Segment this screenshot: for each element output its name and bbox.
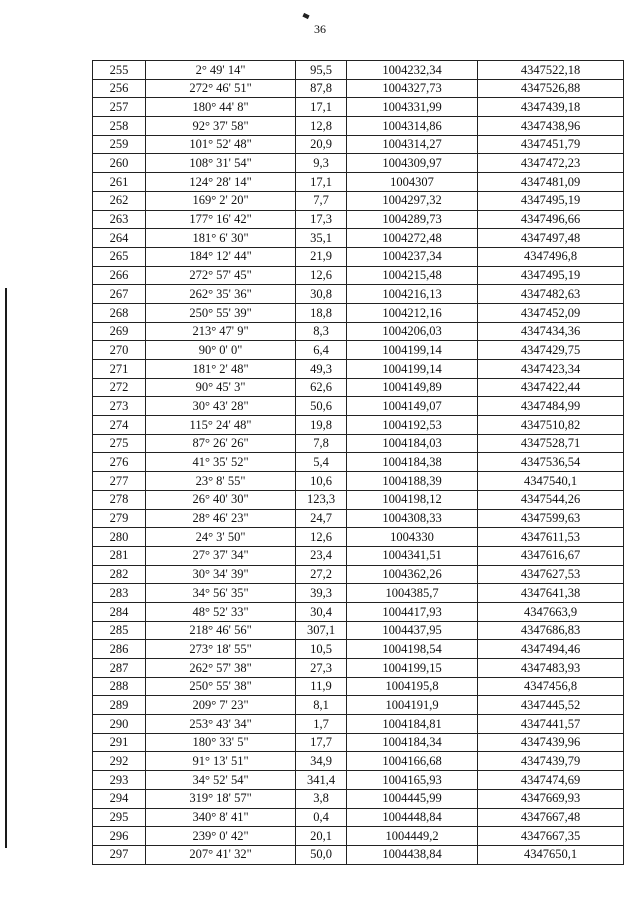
- length-cell: 62,6: [296, 378, 347, 397]
- point-number-cell: 295: [93, 808, 146, 827]
- table-row: [93, 117, 624, 136]
- y-coordinate-cell: 4347495,19: [478, 266, 624, 285]
- length-cell: 7,7: [296, 191, 347, 210]
- length-cell: 24,7: [296, 509, 347, 528]
- length-cell: 17,1: [296, 173, 347, 192]
- length-cell: 17,7: [296, 733, 347, 752]
- angle-cell: 108° 31' 54": [146, 154, 296, 173]
- point-number-cell: 269: [93, 322, 146, 341]
- x-coordinate-cell: 1004385,7: [347, 584, 478, 603]
- length-cell: 10,5: [296, 640, 347, 659]
- y-coordinate-cell: 4347667,48: [478, 808, 624, 827]
- angle-cell: 272° 57' 45": [146, 266, 296, 285]
- point-number-cell: 260: [93, 154, 146, 173]
- angle-cell: 250° 55' 38": [146, 677, 296, 696]
- table-row: [93, 210, 624, 229]
- table-row: [93, 229, 624, 248]
- x-coordinate-cell: 1004199,14: [347, 341, 478, 360]
- point-number-cell: 281: [93, 546, 146, 565]
- length-cell: 30,8: [296, 285, 347, 304]
- table-row: [93, 378, 624, 397]
- angle-cell: 90° 45' 3": [146, 378, 296, 397]
- angle-cell: 250° 55' 39": [146, 303, 296, 322]
- angle-cell: 2° 49' 14": [146, 61, 296, 80]
- angle-cell: 90° 0' 0": [146, 341, 296, 360]
- angle-cell: 209° 7' 23": [146, 696, 296, 715]
- length-cell: 9,3: [296, 154, 347, 173]
- table-row: [93, 154, 624, 173]
- x-coordinate-cell: 1004327,73: [347, 79, 478, 98]
- table-row: [93, 752, 624, 771]
- y-coordinate-cell: 4347669,93: [478, 789, 624, 808]
- angle-cell: 30° 34' 39": [146, 565, 296, 584]
- angle-cell: 180° 33' 5": [146, 733, 296, 752]
- y-coordinate-cell: 4347663,9: [478, 602, 624, 621]
- angle-cell: 34° 52' 54": [146, 771, 296, 790]
- y-coordinate-cell: 4347484,99: [478, 397, 624, 416]
- table-row: [93, 285, 624, 304]
- length-cell: 12,8: [296, 117, 347, 136]
- x-coordinate-cell: 1004191,9: [347, 696, 478, 715]
- table-row: [93, 490, 624, 509]
- table-row: [93, 845, 624, 864]
- point-number-cell: 288: [93, 677, 146, 696]
- x-coordinate-cell: 1004307: [347, 173, 478, 192]
- x-coordinate-cell: 1004297,32: [347, 191, 478, 210]
- angle-cell: 91° 13' 51": [146, 752, 296, 771]
- x-coordinate-cell: 1004165,93: [347, 771, 478, 790]
- y-coordinate-cell: 4347422,44: [478, 378, 624, 397]
- x-coordinate-cell: 1004206,03: [347, 322, 478, 341]
- angle-cell: 181° 2' 48": [146, 360, 296, 379]
- point-number-cell: 265: [93, 247, 146, 266]
- table-row: [93, 191, 624, 210]
- x-coordinate-cell: 1004198,12: [347, 490, 478, 509]
- x-coordinate-cell: 1004192,53: [347, 416, 478, 435]
- x-coordinate-cell: 1004195,8: [347, 677, 478, 696]
- table-row: [93, 771, 624, 790]
- x-coordinate-cell: 1004212,16: [347, 303, 478, 322]
- x-coordinate-cell: 1004149,07: [347, 397, 478, 416]
- table-row: [93, 509, 624, 528]
- y-coordinate-cell: 4347481,09: [478, 173, 624, 192]
- y-coordinate-cell: 4347544,26: [478, 490, 624, 509]
- binding-edge-line: [5, 288, 7, 848]
- y-coordinate-cell: 4347439,96: [478, 733, 624, 752]
- angle-cell: 207° 41' 32": [146, 845, 296, 864]
- y-coordinate-cell: 4347496,8: [478, 247, 624, 266]
- x-coordinate-cell: 1004184,38: [347, 453, 478, 472]
- length-cell: 87,8: [296, 79, 347, 98]
- length-cell: 30,4: [296, 602, 347, 621]
- point-number-cell: 296: [93, 827, 146, 846]
- length-cell: 3,8: [296, 789, 347, 808]
- table-row: [93, 360, 624, 379]
- table-row: [93, 98, 624, 117]
- angle-cell: 115° 24' 48": [146, 416, 296, 435]
- x-coordinate-cell: 1004199,15: [347, 659, 478, 678]
- point-number-cell: 278: [93, 490, 146, 509]
- angle-cell: 181° 6' 30": [146, 229, 296, 248]
- x-coordinate-cell: 1004216,13: [347, 285, 478, 304]
- angle-cell: 169° 2' 20": [146, 191, 296, 210]
- point-number-cell: 259: [93, 135, 146, 154]
- y-coordinate-cell: 4347627,53: [478, 565, 624, 584]
- x-coordinate-cell: 1004166,68: [347, 752, 478, 771]
- table-row: [93, 621, 624, 640]
- y-coordinate-cell: 4347472,23: [478, 154, 624, 173]
- table-row: [93, 322, 624, 341]
- x-coordinate-cell: 1004184,03: [347, 434, 478, 453]
- point-number-cell: 297: [93, 845, 146, 864]
- table-row: [93, 173, 624, 192]
- table-row: [93, 640, 624, 659]
- angle-cell: 34° 56' 35": [146, 584, 296, 603]
- table-row: [93, 453, 624, 472]
- angle-cell: 253° 43' 34": [146, 715, 296, 734]
- y-coordinate-cell: 4347456,8: [478, 677, 624, 696]
- coordinates-table: [92, 60, 624, 865]
- point-number-cell: 262: [93, 191, 146, 210]
- table-row: [93, 341, 624, 360]
- length-cell: 18,8: [296, 303, 347, 322]
- x-coordinate-cell: 1004417,93: [347, 602, 478, 621]
- length-cell: 5,4: [296, 453, 347, 472]
- table-row: [93, 565, 624, 584]
- y-coordinate-cell: 4347496,66: [478, 210, 624, 229]
- angle-cell: 48° 52' 33": [146, 602, 296, 621]
- point-number-cell: 256: [93, 79, 146, 98]
- point-number-cell: 271: [93, 360, 146, 379]
- x-coordinate-cell: 1004199,14: [347, 360, 478, 379]
- angle-cell: 41° 35' 52": [146, 453, 296, 472]
- x-coordinate-cell: 1004341,51: [347, 546, 478, 565]
- angle-cell: 124° 28' 14": [146, 173, 296, 192]
- table-row: [93, 789, 624, 808]
- table-row: [93, 434, 624, 453]
- point-number-cell: 291: [93, 733, 146, 752]
- x-coordinate-cell: 1004289,73: [347, 210, 478, 229]
- length-cell: 34,9: [296, 752, 347, 771]
- length-cell: 20,9: [296, 135, 347, 154]
- coordinates-table-body: [93, 61, 624, 865]
- table-row: [93, 79, 624, 98]
- y-coordinate-cell: 4347611,53: [478, 528, 624, 547]
- length-cell: 11,9: [296, 677, 347, 696]
- length-cell: 17,3: [296, 210, 347, 229]
- point-number-cell: 292: [93, 752, 146, 771]
- y-coordinate-cell: 4347495,19: [478, 191, 624, 210]
- table-row: [93, 416, 624, 435]
- y-coordinate-cell: 4347667,35: [478, 827, 624, 846]
- table-row: [93, 677, 624, 696]
- point-number-cell: 261: [93, 173, 146, 192]
- point-number-cell: 290: [93, 715, 146, 734]
- angle-cell: 340° 8' 41": [146, 808, 296, 827]
- y-coordinate-cell: 4347438,96: [478, 117, 624, 136]
- x-coordinate-cell: 1004449,2: [347, 827, 478, 846]
- point-number-cell: 257: [93, 98, 146, 117]
- y-coordinate-cell: 4347474,69: [478, 771, 624, 790]
- length-cell: 0,4: [296, 808, 347, 827]
- length-cell: 307,1: [296, 621, 347, 640]
- angle-cell: 213° 47' 9": [146, 322, 296, 341]
- y-coordinate-cell: 4347482,63: [478, 285, 624, 304]
- table-row: [93, 303, 624, 322]
- table-row: [93, 528, 624, 547]
- x-coordinate-cell: 1004184,34: [347, 733, 478, 752]
- table-row: [93, 827, 624, 846]
- table-row: [93, 808, 624, 827]
- table-row: [93, 135, 624, 154]
- y-coordinate-cell: 4347650,1: [478, 845, 624, 864]
- y-coordinate-cell: 4347497,48: [478, 229, 624, 248]
- point-number-cell: 275: [93, 434, 146, 453]
- angle-cell: 23° 8' 55": [146, 472, 296, 491]
- y-coordinate-cell: 4347528,71: [478, 434, 624, 453]
- length-cell: 17,1: [296, 98, 347, 117]
- table-row: [93, 472, 624, 491]
- point-number-cell: 266: [93, 266, 146, 285]
- x-coordinate-cell: 1004330: [347, 528, 478, 547]
- x-coordinate-cell: 1004188,39: [347, 472, 478, 491]
- y-coordinate-cell: 4347423,34: [478, 360, 624, 379]
- angle-cell: 87° 26' 26": [146, 434, 296, 453]
- y-coordinate-cell: 4347510,82: [478, 416, 624, 435]
- point-number-cell: 294: [93, 789, 146, 808]
- length-cell: 23,4: [296, 546, 347, 565]
- length-cell: 8,1: [296, 696, 347, 715]
- angle-cell: 24° 3' 50": [146, 528, 296, 547]
- point-number-cell: 289: [93, 696, 146, 715]
- point-number-cell: 293: [93, 771, 146, 790]
- point-number-cell: 267: [93, 285, 146, 304]
- page-number: 36: [314, 22, 326, 36]
- table-row: [93, 733, 624, 752]
- length-cell: 21,9: [296, 247, 347, 266]
- length-cell: 341,4: [296, 771, 347, 790]
- x-coordinate-cell: 1004448,84: [347, 808, 478, 827]
- table-row: [93, 584, 624, 603]
- table-row: [93, 397, 624, 416]
- point-number-cell: 276: [93, 453, 146, 472]
- x-coordinate-cell: 1004215,48: [347, 266, 478, 285]
- table-row: [93, 659, 624, 678]
- x-coordinate-cell: 1004438,84: [347, 845, 478, 864]
- x-coordinate-cell: 1004314,86: [347, 117, 478, 136]
- length-cell: 6,4: [296, 341, 347, 360]
- angle-cell: 30° 43' 28": [146, 397, 296, 416]
- point-number-cell: 285: [93, 621, 146, 640]
- point-number-cell: 284: [93, 602, 146, 621]
- y-coordinate-cell: 4347522,18: [478, 61, 624, 80]
- length-cell: 10,6: [296, 472, 347, 491]
- angle-cell: 26° 40' 30": [146, 490, 296, 509]
- angle-cell: 28° 46' 23": [146, 509, 296, 528]
- y-coordinate-cell: 4347445,52: [478, 696, 624, 715]
- x-coordinate-cell: 1004237,34: [347, 247, 478, 266]
- angle-cell: 177° 16' 42": [146, 210, 296, 229]
- table-row: [93, 247, 624, 266]
- length-cell: 49,3: [296, 360, 347, 379]
- y-coordinate-cell: 4347526,88: [478, 79, 624, 98]
- y-coordinate-cell: 4347451,79: [478, 135, 624, 154]
- point-number-cell: 273: [93, 397, 146, 416]
- y-coordinate-cell: 4347441,57: [478, 715, 624, 734]
- table-row: [93, 602, 624, 621]
- y-coordinate-cell: 4347434,36: [478, 322, 624, 341]
- point-number-cell: 258: [93, 117, 146, 136]
- length-cell: 123,3: [296, 490, 347, 509]
- length-cell: 12,6: [296, 266, 347, 285]
- y-coordinate-cell: 4347599,63: [478, 509, 624, 528]
- table-row: [93, 696, 624, 715]
- point-number-cell: 274: [93, 416, 146, 435]
- x-coordinate-cell: 1004445,99: [347, 789, 478, 808]
- angle-cell: 218° 46' 56": [146, 621, 296, 640]
- angle-cell: 262° 57' 38": [146, 659, 296, 678]
- table-row: [93, 546, 624, 565]
- table-row: [93, 266, 624, 285]
- y-coordinate-cell: 4347439,79: [478, 752, 624, 771]
- table-row: [93, 715, 624, 734]
- y-coordinate-cell: 4347536,54: [478, 453, 624, 472]
- angle-cell: 262° 35' 36": [146, 285, 296, 304]
- point-number-cell: 264: [93, 229, 146, 248]
- length-cell: 1,7: [296, 715, 347, 734]
- x-coordinate-cell: 1004362,26: [347, 565, 478, 584]
- x-coordinate-cell: 1004149,89: [347, 378, 478, 397]
- angle-cell: 239° 0' 42": [146, 827, 296, 846]
- x-coordinate-cell: 1004331,99: [347, 98, 478, 117]
- angle-cell: 184° 12' 44": [146, 247, 296, 266]
- angle-cell: 27° 37' 34": [146, 546, 296, 565]
- y-coordinate-cell: 4347686,83: [478, 621, 624, 640]
- point-number-cell: 282: [93, 565, 146, 584]
- x-coordinate-cell: 1004309,97: [347, 154, 478, 173]
- x-coordinate-cell: 1004314,27: [347, 135, 478, 154]
- y-coordinate-cell: 4347494,46: [478, 640, 624, 659]
- point-number-cell: 287: [93, 659, 146, 678]
- angle-cell: 92° 37' 58": [146, 117, 296, 136]
- y-coordinate-cell: 4347483,93: [478, 659, 624, 678]
- point-number-cell: 263: [93, 210, 146, 229]
- point-number-cell: 268: [93, 303, 146, 322]
- length-cell: 27,3: [296, 659, 347, 678]
- y-coordinate-cell: 4347452,09: [478, 303, 624, 322]
- angle-cell: 319° 18' 57": [146, 789, 296, 808]
- length-cell: 8,3: [296, 322, 347, 341]
- length-cell: 27,2: [296, 565, 347, 584]
- y-coordinate-cell: 4347540,1: [478, 472, 624, 491]
- point-number-cell: 279: [93, 509, 146, 528]
- x-coordinate-cell: 1004308,33: [347, 509, 478, 528]
- x-coordinate-cell: 1004272,48: [347, 229, 478, 248]
- length-cell: 50,0: [296, 845, 347, 864]
- y-coordinate-cell: 4347429,75: [478, 341, 624, 360]
- scan-mark: [302, 13, 309, 19]
- angle-cell: 272° 46' 51": [146, 79, 296, 98]
- x-coordinate-cell: 1004437,95: [347, 621, 478, 640]
- point-number-cell: 272: [93, 378, 146, 397]
- angle-cell: 180° 44' 8": [146, 98, 296, 117]
- x-coordinate-cell: 1004184,81: [347, 715, 478, 734]
- point-number-cell: 277: [93, 472, 146, 491]
- length-cell: 7,8: [296, 434, 347, 453]
- x-coordinate-cell: 1004232,34: [347, 61, 478, 80]
- point-number-cell: 280: [93, 528, 146, 547]
- y-coordinate-cell: 4347616,67: [478, 546, 624, 565]
- point-number-cell: 255: [93, 61, 146, 80]
- length-cell: 20,1: [296, 827, 347, 846]
- length-cell: 12,6: [296, 528, 347, 547]
- angle-cell: 101° 52' 48": [146, 135, 296, 154]
- x-coordinate-cell: 1004198,54: [347, 640, 478, 659]
- point-number-cell: 270: [93, 341, 146, 360]
- y-coordinate-cell: 4347439,18: [478, 98, 624, 117]
- length-cell: 95,5: [296, 61, 347, 80]
- y-coordinate-cell: 4347641,38: [478, 584, 624, 603]
- point-number-cell: 286: [93, 640, 146, 659]
- length-cell: 50,6: [296, 397, 347, 416]
- table-row: [93, 61, 624, 80]
- length-cell: 35,1: [296, 229, 347, 248]
- length-cell: 39,3: [296, 584, 347, 603]
- length-cell: 19,8: [296, 416, 347, 435]
- angle-cell: 273° 18' 55": [146, 640, 296, 659]
- point-number-cell: 283: [93, 584, 146, 603]
